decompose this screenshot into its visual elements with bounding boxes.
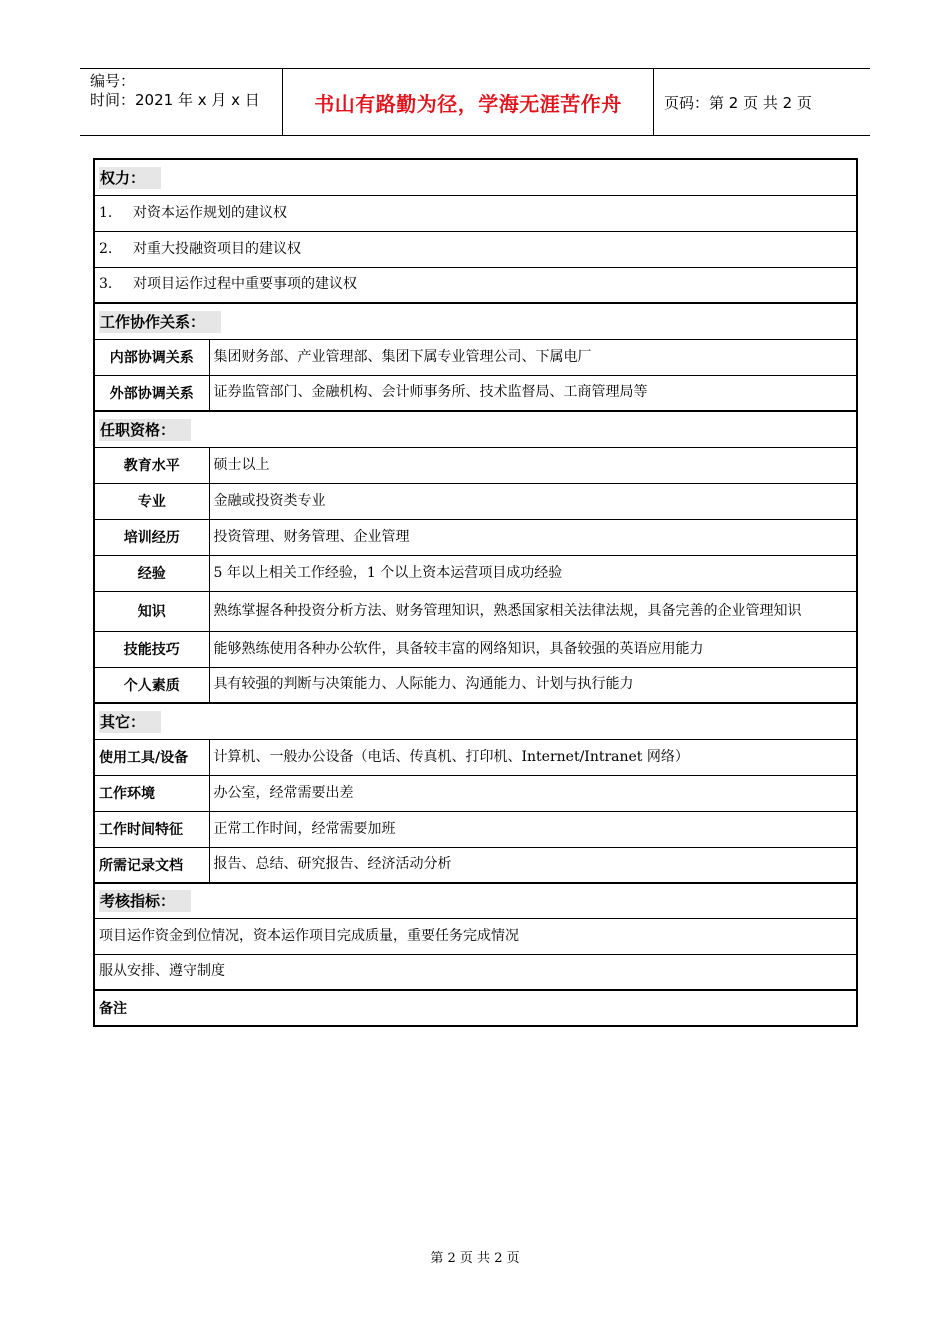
row-value: 金融或投资类专业 (209, 483, 857, 519)
section-qual-header (94, 411, 857, 447)
kpi-item: 服从安排、遵守制度 (94, 954, 857, 990)
row-label: 专业 (94, 483, 209, 519)
remark-title: 备注 (94, 990, 857, 1026)
table-row (94, 447, 857, 483)
number-label: 编号： (90, 72, 136, 90)
row-label: 个人素质 (94, 667, 209, 703)
section-remark (94, 990, 857, 1026)
row-label: 经验 (94, 555, 209, 591)
list-item (94, 231, 857, 267)
header-meta (80, 69, 283, 135)
row-value: 集团财务部、产业管理部、集团下属专业管理公司、下属电厂 (209, 339, 857, 375)
list-item (94, 267, 857, 303)
table-row (94, 591, 857, 631)
table-row (94, 375, 857, 411)
section-title: 考核指标： (99, 890, 191, 912)
time-label: 时间：2021 年 x 月 x 日 (90, 91, 260, 109)
table-row (94, 775, 857, 811)
row-value: 投资管理、财务管理、企业管理 (209, 519, 857, 555)
row-label: 培训经历 (94, 519, 209, 555)
row-value: 报告、总结、研究报告、经济活动分析 (209, 847, 857, 883)
row-label: 使用工具/设备 (94, 739, 209, 775)
section-title: 权力： (99, 167, 161, 189)
row-value: 5 年以上相关工作经验，1 个以上资本运营项目成功经验 (209, 555, 857, 591)
row-value: 具有较强的判断与决策能力、人际能力、沟通能力、计划与执行能力 (209, 667, 857, 703)
table-row (94, 847, 857, 883)
row-label: 知识 (94, 591, 209, 631)
page-footer: 第 2 页 共 2 页 (430, 1251, 520, 1266)
table-row (94, 483, 857, 519)
list-item (94, 918, 857, 954)
row-value: 证券监管部门、金融机构、会计师事务所、技术监督局、工商管理局等 (209, 375, 857, 411)
item-number: 2. (99, 240, 113, 257)
list-item (94, 195, 857, 231)
row-label: 教育水平 (94, 447, 209, 483)
row-value: 办公室，经常需要出差 (209, 775, 857, 811)
header-motto: 书山有路勤为径，学海无涯苦作舟 (283, 69, 654, 135)
row-label: 工作环境 (94, 775, 209, 811)
item-number: 1. (99, 204, 113, 221)
row-label: 工作时间特征 (94, 811, 209, 847)
list-item (94, 954, 857, 990)
item-number: 3. (99, 276, 113, 293)
table-row (94, 667, 857, 703)
section-title: 其它： (99, 711, 161, 733)
row-label: 所需记录文档 (94, 847, 209, 883)
section-kpi-header (94, 883, 857, 918)
job-description-table (93, 158, 858, 1027)
item-text: 对资本运作规划的建议权 (133, 204, 287, 221)
table-row (94, 519, 857, 555)
table-row (94, 739, 857, 775)
table-row (94, 555, 857, 591)
table-row (94, 811, 857, 847)
section-title: 工作协作关系： (99, 311, 221, 333)
row-label: 外部协调关系 (94, 375, 209, 411)
table-row (94, 339, 857, 375)
item-text: 对重大投融资项目的建议权 (133, 240, 301, 257)
row-value: 硕士以上 (209, 447, 857, 483)
section-title: 任职资格： (99, 419, 191, 441)
section-collab-header (94, 303, 857, 339)
item-text: 对项目运作过程中重要事项的建议权 (133, 276, 357, 293)
header-page-label: 页码：第 2 页 共 2 页 (664, 93, 812, 112)
row-value: 能够熟练使用各种办公软件，具备较丰富的网络知识，具备较强的英语应用能力 (209, 631, 857, 667)
section-power-header (94, 159, 857, 195)
section-other-header (94, 703, 857, 739)
row-value: 熟练掌握各种投资分析方法、财务管理知识，熟悉国家相关法律法规，具备完善的企业管理知识 (209, 591, 857, 631)
row-value: 计算机、一般办公设备（电话、传真机、打印机、Internet/Intranet 网络） (209, 739, 857, 775)
row-label: 技能技巧 (94, 631, 209, 667)
row-label: 内部协调关系 (94, 339, 209, 375)
row-value: 正常工作时间，经常需要加班 (209, 811, 857, 847)
page-header (80, 68, 870, 136)
kpi-item: 项目运作资金到位情况，资本运作项目完成质量，重要任务完成情况 (94, 918, 857, 954)
table-row (94, 631, 857, 667)
